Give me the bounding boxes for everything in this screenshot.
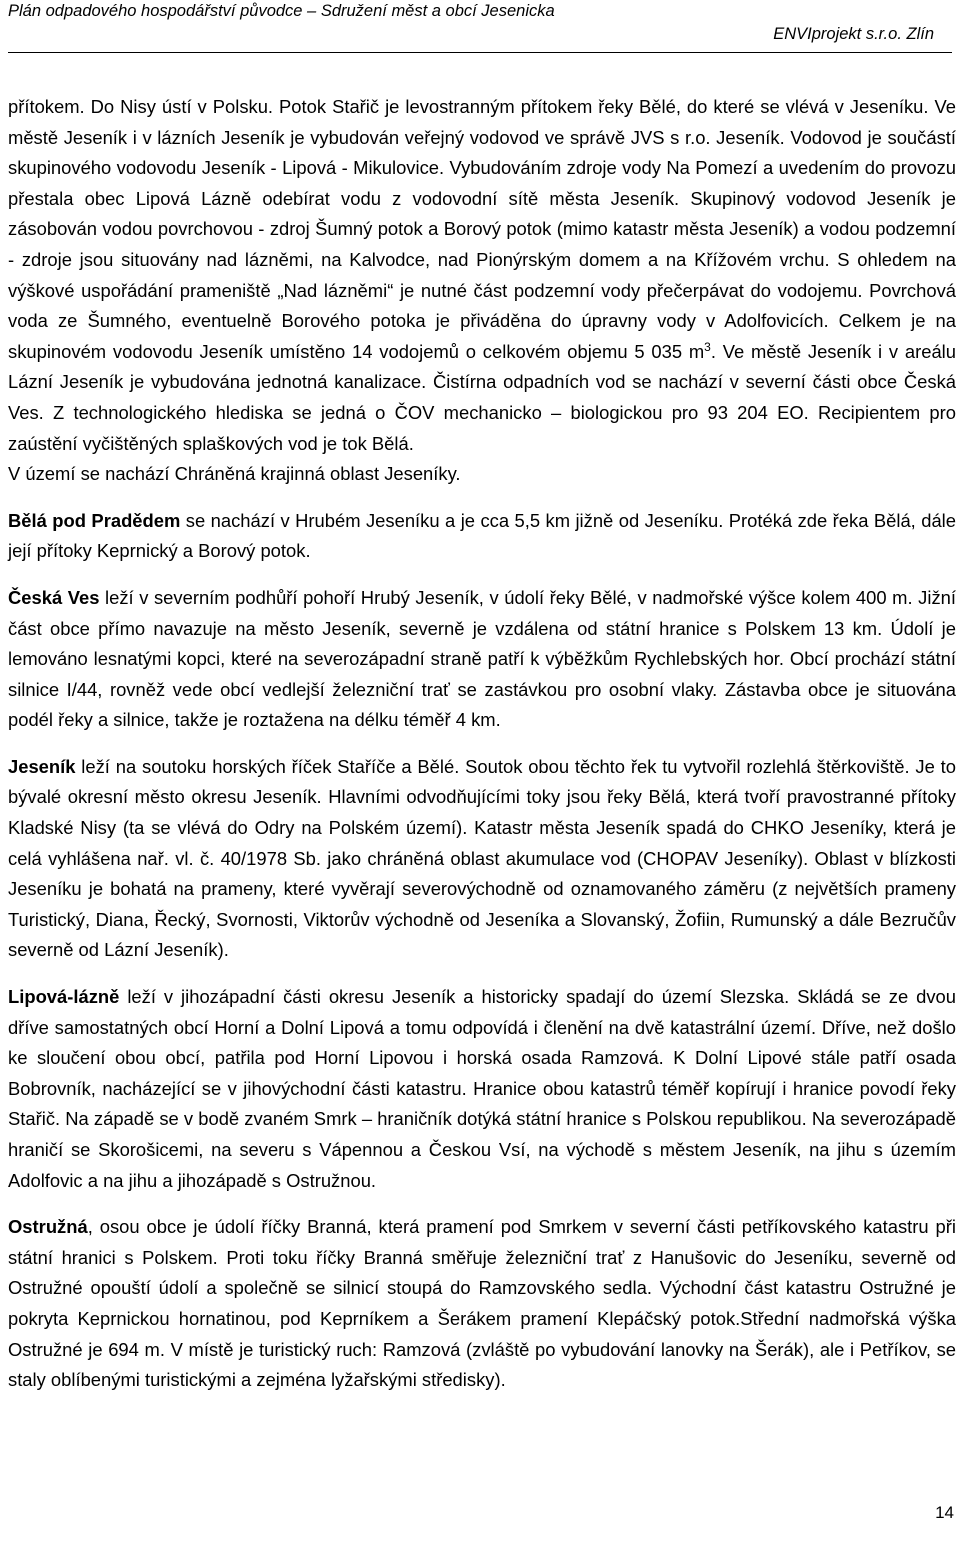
paragraph-water-supply <box>8 92 956 490</box>
paragraph-text: se nachází v Hrubém Jeseníku a je cca 5,5 km jižně od Jeseníku. Protéká zde řeka Bělá, dále její přítoky Keprnický a Borový potok. <box>8 509 957 562</box>
superscript: 3 <box>704 339 711 354</box>
place-name: Lipová-lázně <box>8 986 120 1008</box>
paragraph-text: . Ve městě Jeseník i v areálu Lázní Jeseník je vybudována jednotná kanalizace. Čistírna odpadních vod se nachází v severní části obce Česká Ves. Z technologického hlediska se jedná o ČOV mechanicko – biologickou pro 93 204 EO. Recipientem pro zaústění vyčištěných splaškových vod je tok Bělá. <box>8 340 956 454</box>
header-title: Plán odpadového hospodářství původce – Sdružení měst a obcí Jesenicka <box>8 2 555 20</box>
place-name: Ostružná <box>8 1216 88 1238</box>
paragraph-bela-pod-pradedem <box>8 506 956 567</box>
paragraph-text: leží v severním podhůří pohoří Hrubý Jeseník, v údolí řeky Bělé, v nadmořské výšce kolem 400 m. Jižní část obce přímo navazuje na město Jeseník, severně je vzdálena od státní hranice s Polskem 13 km. Údolí je lemováno lesnatými kopci, které na severozápadní straně patří k výběžkům Rychlebských hor. Obcí prochází státní silnice I/44, rovněž vede obcí vedlejší železniční trať se zastávkou pro osobní vlaky. Zástavba obce je situována podél řeky a silnice, takže je roztažena na délku téměř 4 km. <box>8 586 956 731</box>
paragraph-text: , osou obce je údolí říčky Branná, která pramení pod Smrkem v severní části petříkovského katastru při státní hranici s Polskem. Proti toku říčky Branná směřuje železniční trať z Hanušovic do Jeseníku, severně od Ostružné opouští údolí a společně se silnicí stoupá do Ramzovského sedla. Východní část katastru Ostružné je pokryta Keprnickou hornatinou, pod Keprníkem a Šerákem pramení Klepáčský potok.Střední nadmořská výška Ostružné je 694 m. V místě je turistický ruch: Ramzová (zvláště po vybudování lanovky na Šerák), ale i Petříkov, se staly oblíbenými turistickými a zejména lyžařskými středisky). <box>8 1216 956 1391</box>
paragraph-text: leží v jihozápadní části okresu Jeseník a historicky spadají do území Slezska. Skládá se ze dvou dříve samostatných obcí Horní a Dolní Lipová a tomu odpovídá i členění na dvě katastrální území. Dříve, než došlo ke sloučení obou obcí, patřila pod Horní Lipovou i horská osada Ramzová. K Dolní Lipové stále patří osada Bobrovník, nacházející se v jihovýchodní části katastru. Hranice obou katastrů téměř kopírují i hranice povodí řeky Stařič. Na západě se v bodě zvaném Smrk – hraničník dotýká státní hranice s Polskou republikou. Na severozápadě hraničí se Skorošicemi, na severu s Vápennou a Českou Vsí, na východě s městem Jeseník, na jihu s územím Adolfovic a na jihu a jihozápadě s Ostružnou. <box>8 986 956 1191</box>
place-name: Bělá pod Pradědem <box>8 509 181 531</box>
paragraph-text: leží na soutoku horských říček Staříče a Bělé. Soutok obou těchto řek tu vytvořil rozlehlá štěrkoviště. Je to bývalé okresní město okresu Jeseník. Hlavními odvodňujícími toky jsou řeky Bělá, která tvoří pravostranné přítoky Kladské Nisy (ta se vlévá do Odry na Polském území). Katastr města Jeseník spadá do CHKO Jeseníky, která je celá vyhlášena nař. vl. č. 40/1978 Sb. jako chráněná oblast akumulace vod (CHOPAV Jeseníky). Oblast v blízkosti Jeseníku je bohatá na prameny, které vyvěrají severovýchodně od oznamovaného záměru (z největších prameny Turistický, Diana, Řecký, Svornosti, Viktorův východně od Jeseníka a Slovanský, Žofiin, Rumunský a dále Bezručův severně od Lázní Jeseník). <box>8 755 956 961</box>
document-body <box>8 92 956 1412</box>
paragraph-text: V území se nachází Chráněná krajinná oblast Jeseníky. <box>8 463 461 485</box>
page-header <box>8 0 952 53</box>
place-name: Česká Ves <box>8 586 100 608</box>
header-company: ENVIprojekt s.r.o. Zlín <box>773 25 934 43</box>
paragraph-text: přítokem. Do Nisy ústí v Polsku. Potok Stařič je levostranným přítokem řeky Bělé, do které se vlévá v Jeseníku. Ve městě Jeseník i v lázních Jeseník je vybudován veřejný vodovod ve správě JVS s r.o. Jeseník. Vodovod je součástí skupinového vodovodu Jeseník - Lipová - Mikulovice. Vybudováním zdroje vody Na Pomezí a uvedením do provozu přestala obec Lipová Lázně odebírat vodu z vodovodní sítě města Jeseník. Skupinový vodovod Jeseník je zásobován vodou povrchovou - zdroj Šumný potok a Borový potok (mimo katastr města Jeseník) a vodou podzemní - zdroje jsou situovány nad lázněmi, na Kalvodce, nad Pionýrským domem a na Křížovém vrchu. S ohledem na výškové uspořádání prameniště „Nad lázněmi“ je nutné část podzemní vody přečerpávat do vodojemu. Povrchová voda ze Šumného, eventuelně Borového potoka je přiváděna do úpravny vody v Adolfovicích. Celkem je na skupinovém vodovodu Jeseník umístěno 14 vodojemů o celkovém objemu 5 035 m <box>8 96 956 362</box>
paragraph-ostruzna <box>8 1212 956 1396</box>
place-name: Jeseník <box>8 755 76 777</box>
paragraph-ceska-ves <box>8 583 956 736</box>
paragraph-jesenik <box>8 752 956 966</box>
paragraph-lipova-lazne <box>8 982 956 1196</box>
page-number: 14 <box>935 1503 954 1522</box>
